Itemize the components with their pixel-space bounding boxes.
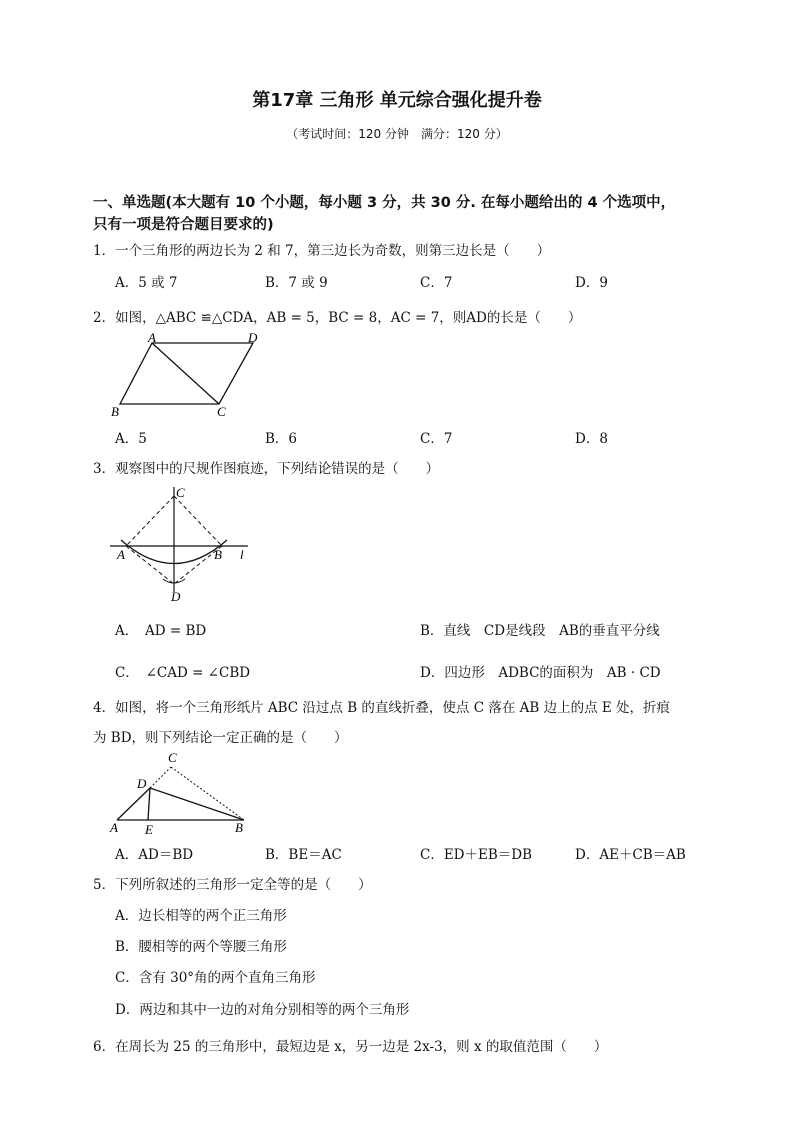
- question-2-option-d: D．8: [575, 431, 608, 447]
- question-3-option-a: A． AD = BD: [115, 623, 207, 639]
- exam-info: （考试时间：120 分钟 满分：120 分）: [286, 127, 508, 141]
- question-2-option-b: B．6: [265, 431, 298, 447]
- question-4-option-c: C．ED＋EB＝DB: [420, 847, 533, 863]
- section-heading-line2: 只有一项是符合题目要求的): [93, 217, 274, 233]
- label-b: B: [214, 547, 222, 562]
- question-1-option-d: D．9: [575, 275, 608, 291]
- question-5-option-c: C．含有 30°角的两个直角三角形: [115, 970, 316, 986]
- label-d: D: [137, 776, 147, 791]
- question-1-option-c: C．7: [420, 275, 453, 291]
- label-c: C: [217, 404, 226, 419]
- question-2-figure: [108, 332, 268, 422]
- question-4-stem-line2: 为 BD，则下列结论一定正确的是（ ）: [93, 730, 348, 746]
- question-5-option-b: B．腰相等的两个等腰三角形: [115, 939, 287, 955]
- question-5-stem: 5．下列所叙述的三角形一定全等的是（ ）: [93, 877, 372, 893]
- label-d: D: [248, 332, 258, 345]
- label-c: C: [176, 485, 185, 500]
- label-d: D: [171, 589, 181, 604]
- question-3-stem: 3．观察图中的尺规作图痕迹，下列结论错误的是（ ）: [93, 461, 440, 477]
- dashed-cb: [174, 496, 222, 546]
- segment-de: [148, 788, 150, 820]
- side-ad: [117, 788, 150, 820]
- question-3-option-d: D．四边形 ADBC的面积为 AB · CD: [420, 665, 661, 681]
- question-4-option-b: B．BE＝AC: [265, 847, 342, 863]
- label-b: B: [235, 820, 243, 835]
- section-heading-line1: 一、单选题(本大题有 10 个小题，每小题 3 分，共 30 分. 在每小题给出的 4 个选项中，: [93, 195, 676, 211]
- dotted-dc: [150, 767, 171, 788]
- label-a: A: [117, 547, 125, 562]
- question-5-option-d: D．两边和其中一边的对角分别相等的两个三角形: [115, 1002, 410, 1018]
- label-l: l: [240, 547, 244, 562]
- label-c: C: [168, 750, 177, 765]
- question-4-option-d: D．AE＋CB＝AB: [575, 847, 686, 863]
- question-3-figure: [105, 482, 265, 607]
- question-2-stem: 2．如图，△ABC ≌△CDA，AB = 5，BC = 8，AC = 7，则AD的长是（ ）: [93, 310, 582, 326]
- label-b: B: [111, 404, 119, 419]
- question-2-option-c: C．7: [420, 431, 453, 447]
- question-2-option-a: A．5: [115, 431, 147, 447]
- fold-bd: [150, 788, 244, 820]
- dotted-cb: [171, 767, 244, 820]
- question-4-figure: [105, 748, 260, 838]
- question-3-option-c: C． ∠CAD = ∠CBD: [115, 665, 251, 681]
- dashed-ad: [126, 546, 174, 584]
- page-title: 第17章 三角形 单元综合强化提升卷: [252, 90, 542, 111]
- question-3-option-b: B．直线 CD是线段 AB的垂直平分线: [420, 623, 660, 639]
- dashed-ca: [126, 496, 174, 546]
- diagonal-ac: [152, 343, 219, 404]
- label-e: E: [145, 822, 153, 837]
- question-1-stem: 1．一个三角形的两边长为 2 和 7，第三边长为奇数，则第三边长是（ ）: [93, 243, 551, 259]
- label-a: A: [148, 332, 156, 345]
- question-5-option-a: A．边长相等的两个正三角形: [115, 908, 287, 924]
- parallelogram-abcd: [120, 343, 253, 404]
- question-4-option-a: A．AD＝BD: [115, 847, 194, 863]
- question-4-stem-line1: 4．如图，将一个三角形纸片 ABC 沿过点 B 的直线折叠，使点 C 落在 AB 边上的点 E 处，折痕: [93, 700, 671, 716]
- question-1-option-a: A．5 或 7: [115, 275, 178, 291]
- label-a: A: [110, 820, 118, 835]
- question-1-option-b: B．7 或 9: [265, 275, 328, 291]
- question-6-stem: 6．在周长为 25 的三角形中，最短边是 x，另一边是 2x-3，则 x 的取值范围（ ）: [93, 1039, 608, 1055]
